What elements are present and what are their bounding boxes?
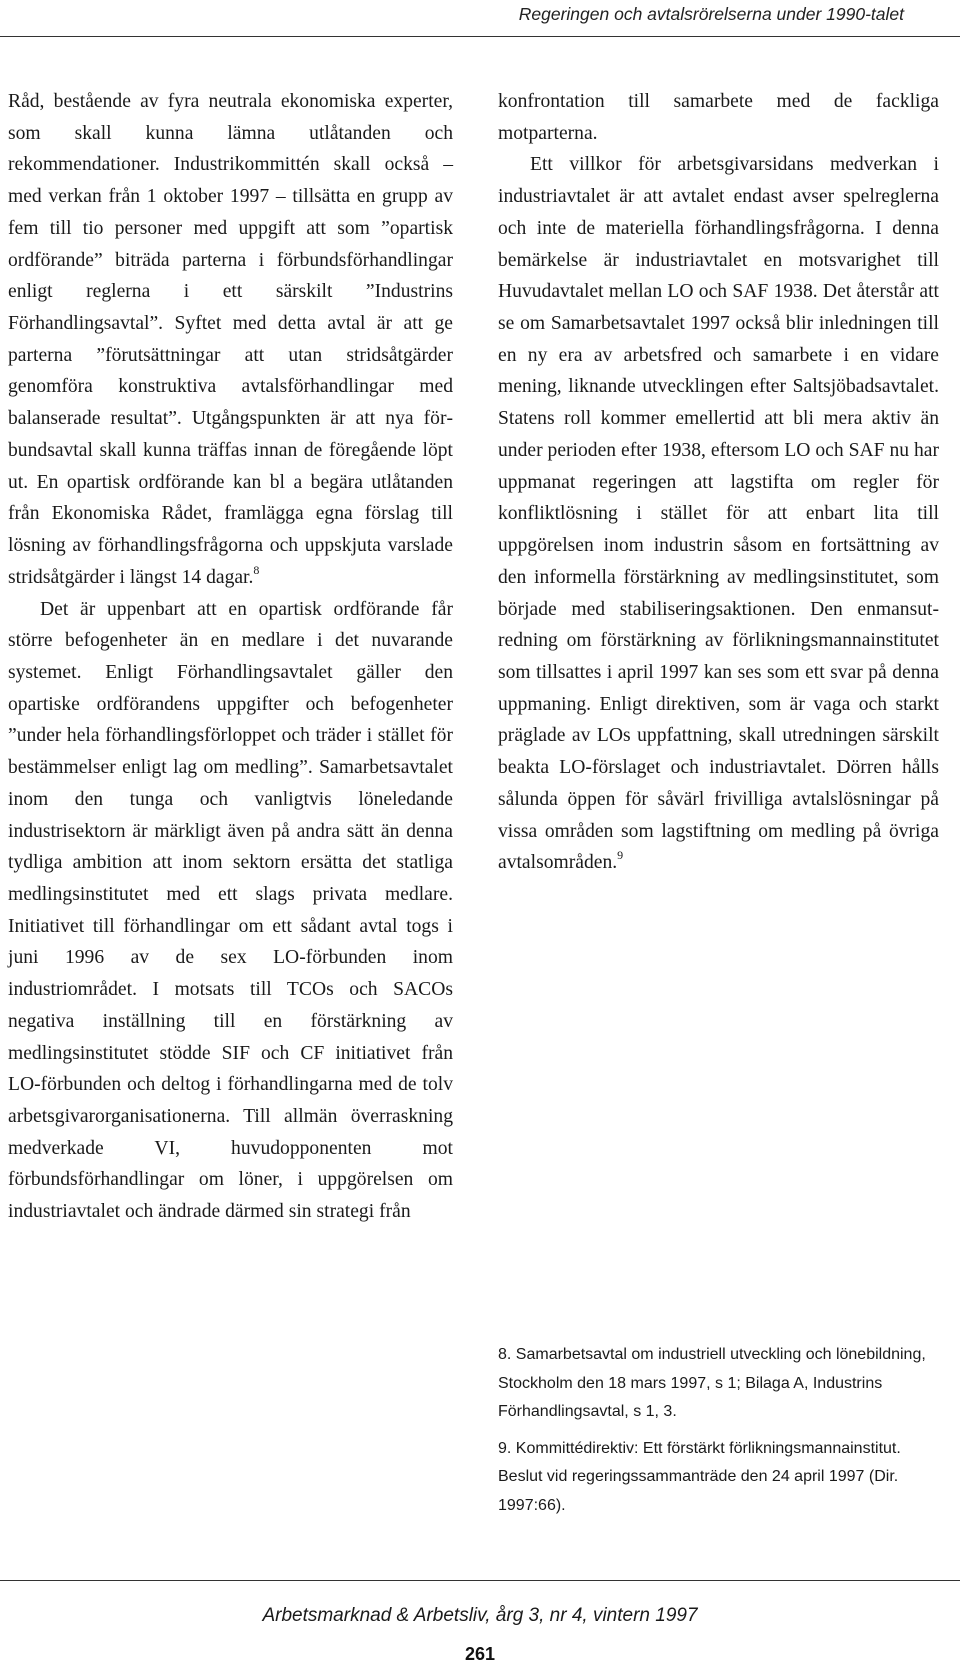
right-column <box>498 86 939 879</box>
footnote-8: 8. Samarbetsavtal om industriell utveckling och lönebildning, Stockholm den 18 mars 1997, s 1; Bilaga A, Industrins Förhandlingsavtal, s 1, 3. <box>498 1346 926 1420</box>
footnote-9: 9. Kommittédirektiv: Ett förstärkt förlikningsmannainstitut. Beslut vid regeringssammanträde den 24 april 1997 (Dir. 1997:66). <box>498 1439 901 1514</box>
body-paragraph <box>498 149 939 879</box>
footer-rule <box>0 1580 960 1581</box>
footnote-ref[interactable]: 9 <box>617 848 624 863</box>
body-paragraph: Det är uppenbart att en opartisk ordförande får större befogenheter än en medlare i det nuvarande systemet. Enligt Förhandlingsavtalet gäller den opartiske ordförandens uppgifter och befogenheter ”under hela förhandlingsförloppet och träder i stället för bestämmelser enligt lag om medling”. Samarbetsavtalet inom den tunga och vanligtvis löneledande industrisektorn är märkligt även på andra sätt än denna tydliga ambition att inom sektorn ersätta det statliga medlingsinstitutet med ett slags privata medlare. Initiativet till förhandlingar om ett sådant avtal togs i juni 1996 av de sex LO-förbunden inom industriområdet. I motsats till TCOs och SACOs negativa inställning till en förstärkning av medlingsinstitutet stödde SIF och CF initiativet från LO-förbunden och deltog i förhandlingarna med de tolv arbetsgivarorganisationerna. Till allmän överraskning medverkade VI, huvudopponenten mot förbundsförhandlingar om löner, i uppgörelsen om industriavtalet och ändrade därmed sin strategi från <box>8 598 453 1223</box>
footnotes <box>498 1341 943 1528</box>
footnote-ref[interactable]: 8 <box>253 562 260 577</box>
body-paragraph <box>8 86 453 594</box>
journal-citation: Arbetsmarknad & Arbetsliv, årg 3, nr 4, vintern 1997 <box>262 1605 698 1626</box>
left-column <box>8 86 453 1228</box>
page-number: 261 <box>464 1644 496 1664</box>
running-head: Regeringen och avtalsrörelserna under 1990-talet <box>518 4 904 24</box>
header-rule <box>0 36 960 37</box>
paragraph-text: Ett villkor för arbetsgivarsidans medverkan i industriavtalet är att avtalet endast avser spelreglerna och inte de materiella förhandlingsfrågorna. I denna bemärkelse är industriavtalet en motsvarighet till Huvudavtalet mellan LO och SAF 1938. Det återstår att se om Samarbetsavtalet 1997 också blir inledningen till en ny era av arbetsfred och samarbete i en vidare mening, liknande utvecklingen efter Saltsjöbadsavtalet. Statens roll kommer emellertid att bli mera aktiv än under perioden efter 1938, eftersom LO och SAF nu har uppmanat regeringen att lagstifta om regler för konfliktlösning i stället för att enbart lita till uppgörelsen inom industrin såsom en fortsättning av den informella förstärkning av medlingsinstitutet, som började med stabiliseringsaktionen. Den enmansutredning om förstärkning av förlikningsmannainstitutet som tillsattes i april 1997 kan ses som ett svar på denna uppmaning. Enligt direktiven, som är vaga och starkt präglade av LOs uppfattning, skall utredningen särskilt beakta LO-förslaget och industriavtalet. Dörren hålls sålunda öppen för såvärl frivilliga avtalslösningar på vissa områden som lagstiftning om medling på övriga avtalsområden. <box>498 154 939 874</box>
body-paragraph: konfrontation till samarbete med de fackliga motparterna. <box>498 91 939 144</box>
paragraph-text: Råd, bestående av fyra neutrala ekonomiska experter, som skall kunna lämna utlåtanden och rekommendationer. Industrikommittén skall också – med verkan från 1 oktober 1997 – tillsätta en grupp av fem till tio personer med uppgift att som ”opartisk ordförande” biträda parterna i förbundsförhandlingar enligt reglerna i ett särskilt ”Industrins Förhandlingsavtal”. Syftet med detta avtal är att ge parterna ”förutsättningar att utan stridsåtgärder genomföra konstruktiva avtalsförhandlingar med balanserade resultat”. Utgångspunkten är att nya förbundsavtal skall kunna träffas innan de föregående löpt ut. En opartisk ordförande kan bl a begära utlåtanden från Ekonomiska Rådet, framlägga egna förslag till lösning av förhandlingsfrågorna och uppskjuta varslade stridsåtgärder i längst 14 dagar. <box>8 91 453 588</box>
